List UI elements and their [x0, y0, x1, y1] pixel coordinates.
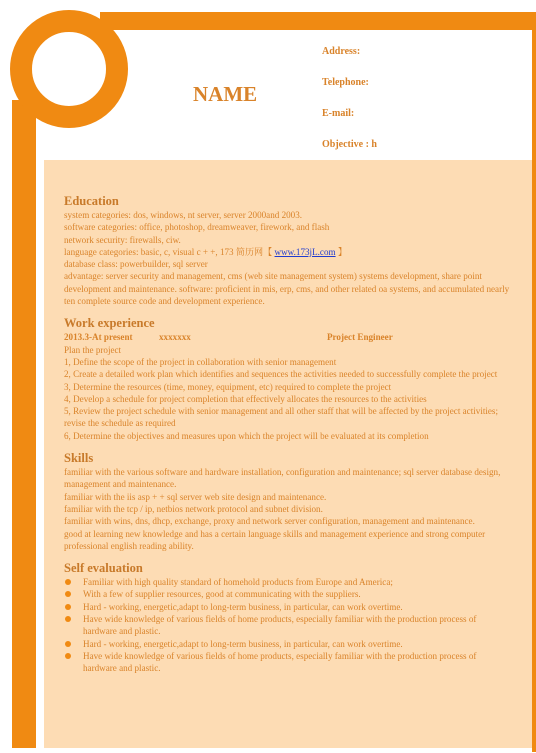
education-line: system categories: dos, windows, nt server, server 2000and 2003. — [64, 210, 303, 220]
self-evaluation-list — [64, 576, 512, 674]
education-line: database class: powerbuilder, sql server — [64, 259, 208, 270]
contact-block — [322, 46, 377, 170]
skills-line: familiar with the iis asp + + sql server web site design and maintenance. — [64, 491, 327, 502]
self-evaluation-title: Self evaluation — [64, 561, 143, 576]
list-item: Hard - working, energetic,adapt to long-term business, in particular, can work overtime. — [64, 601, 512, 613]
education-title: Education — [64, 194, 119, 208]
education-language-line — [64, 246, 512, 258]
left-accent-bar — [12, 100, 36, 748]
skills-line: familiar with the various software and hardware installation, configuration and maintenance; sql server database design, management and maintenance. — [64, 467, 501, 490]
skills-title: Skills — [64, 451, 94, 466]
address-label: Address: — [322, 46, 361, 57]
work-title: Work experience — [64, 316, 155, 331]
telephone-label: Telephone: — [322, 77, 369, 88]
email-label: E-mail: — [322, 108, 355, 119]
work-section — [64, 317, 512, 442]
objective-label: Objective : h — [322, 139, 377, 150]
list-item: Familiar with high quality standard of homehold products from Europe and America; — [64, 576, 512, 588]
decorative-ring — [10, 10, 128, 128]
education-line: network security: firewalls, ciw. — [64, 234, 181, 245]
education-section — [64, 195, 512, 307]
list-item: Hard - working, energetic,adapt to long-term business, in particular, can work overtime. — [64, 638, 512, 650]
education-line: advantage: server security and management, cms (web site management system) systems development, share point development and maintenance. software: proficient in mis, erp, cms, and other related oa systems, and accumulated nearly ten complete source code and development experience. — [64, 271, 510, 307]
work-line: 4, Develop a schedule for project completion that effectively allocates the resources to the activities — [64, 393, 427, 404]
work-line: 3, Determine the resources (time, money, equipment, etc) required to complete the project — [64, 381, 392, 392]
skills-line: familiar with wins, dns, dhcp, exchange, proxy and network server configuration, management and maintenance. — [64, 516, 475, 527]
self-evaluation-section — [64, 562, 512, 674]
skills-line: familiar with the tcp / ip, netbios network protocol and subnet division. — [64, 503, 323, 514]
resume-site-link[interactable]: www.173jL.com — [274, 246, 336, 257]
work-line: 1, Define the scope of the project in collaboration with senior management — [64, 356, 337, 367]
top-accent-bar — [100, 12, 536, 30]
right-accent-edge — [532, 12, 536, 752]
language-prefix: language categories: basic, c, visual c + +, 173 简历网【 — [64, 246, 273, 257]
job-header — [64, 331, 512, 343]
resume-name: NAME — [193, 82, 258, 106]
job-position: Project Engineer — [327, 332, 393, 343]
resume-body — [44, 160, 532, 748]
job-company: xxxxxxx — [159, 332, 191, 343]
work-line: 5, Review the project schedule with senior management and all other staff that will be affected by the project activities; revise the schedule as required — [64, 406, 498, 429]
job-date: 2013.3-At present — [64, 332, 133, 343]
work-line: 6, Determine the objectives and measures upon which the project will be evaluated at its completion — [64, 430, 429, 441]
language-suffix: 】 — [337, 246, 347, 257]
skills-line: good at learning new knowledge and has a certain language skills and management experience and strong computer professional english reading ability. — [64, 528, 486, 551]
education-line: software categories: office, photoshop, dreamweaver, firework, and flash — [64, 222, 330, 233]
work-line: Plan the project — [64, 344, 122, 355]
work-line: 2, Create a detailed work plan which identifies and sequences the activities needed to successfully complete the project — [64, 369, 498, 380]
list-item: With a few of supplier resources, good at communicating with the suppliers. — [64, 588, 512, 600]
skills-section — [64, 452, 512, 552]
list-item: Have wide knowledge of various fields of home products, especially familiar with the production process of hardware and plastic. — [64, 650, 512, 675]
list-item: Have wide knowledge of various fields of home products, especially familiar with the production process of hardware and plastic. — [64, 613, 512, 638]
